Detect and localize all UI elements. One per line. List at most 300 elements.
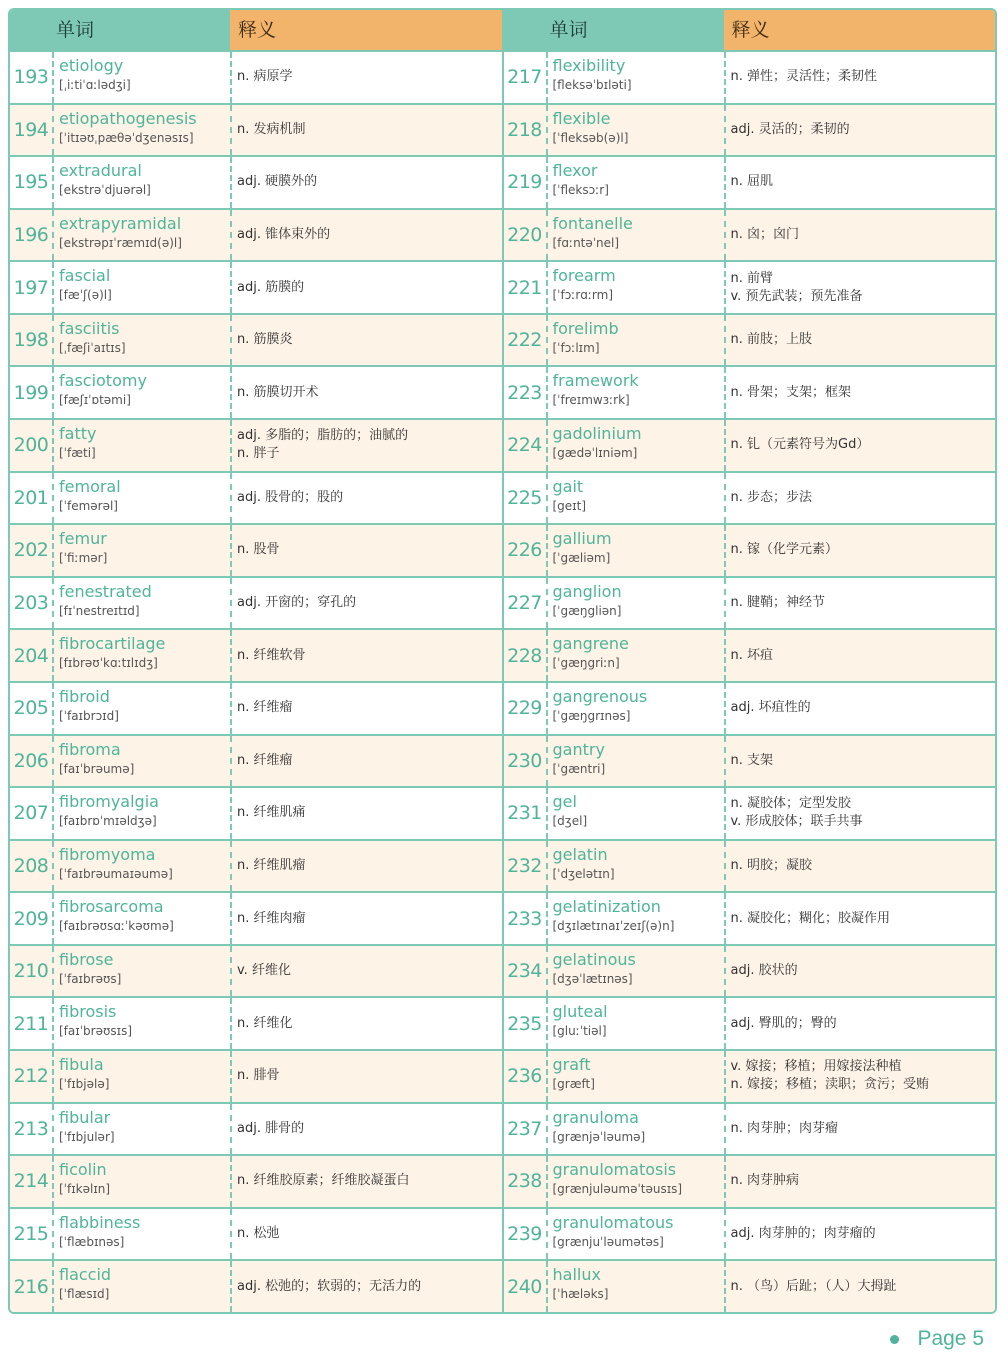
- table-row: [10, 996, 502, 1049]
- row-number: 197: [13, 276, 49, 299]
- word-text: gait: [552, 476, 584, 496]
- word-cell: [52, 525, 230, 576]
- table-row: [504, 313, 996, 366]
- word-cell: [546, 262, 724, 313]
- word-cell: [546, 893, 724, 944]
- definition-cell: [724, 1051, 996, 1102]
- right-column: [502, 10, 996, 1312]
- word-cell: [52, 630, 230, 681]
- word-cell: [546, 998, 724, 1049]
- word-text: fontanelle: [552, 213, 633, 233]
- table-row: [10, 891, 502, 944]
- word-text: fasciitis: [59, 318, 120, 338]
- definition-cell: [230, 1156, 502, 1207]
- definition-line: n. 纤维肌瘤: [237, 857, 306, 873]
- definition-cell: [230, 946, 502, 997]
- definition-line: adj. 坏疽性的: [730, 700, 811, 716]
- phonetic-text: [gædəˈlɪniəm]: [552, 446, 638, 461]
- word-text: fibromyalgia: [59, 792, 159, 812]
- table-row: [504, 786, 996, 839]
- phonetic-text: [ˈfleksəb(ə)l]: [552, 130, 629, 145]
- header-word: 单词: [504, 10, 724, 50]
- word-text: granuloma: [552, 1107, 639, 1127]
- definition-line: n. 嫁接；移植；渎职；贪污；受贿: [730, 1077, 930, 1093]
- table-row: [504, 418, 996, 471]
- definition-cell: [230, 1104, 502, 1155]
- table-row: [504, 944, 996, 997]
- phonetic-text: [fæʃɪˈɒtəmi]: [59, 393, 131, 408]
- word-cell: [52, 1104, 230, 1155]
- row-number: 196: [13, 224, 49, 247]
- definition-line: n. 肉芽肿病: [730, 1173, 800, 1189]
- row-number: 235: [507, 1012, 542, 1035]
- definition-cell: [230, 315, 502, 366]
- definition-cell: [230, 262, 502, 313]
- definition-line: adj. 硬膜外的: [237, 174, 318, 190]
- definition-line: v. 形成胶体；联手共事: [730, 814, 863, 830]
- phonetic-text: [fɪˈnestreɪtɪd]: [59, 603, 140, 618]
- row-number: 238: [507, 1170, 542, 1193]
- definition-cell: [230, 683, 502, 734]
- definition-line: v. 预先武装；预先准备: [730, 288, 863, 304]
- word-cell: [52, 893, 230, 944]
- table-row: [10, 103, 502, 156]
- definition-line: n. 筋膜炎: [237, 332, 293, 348]
- word-text: granulomatosis: [552, 1160, 677, 1180]
- word-cell: [546, 52, 724, 103]
- phonetic-text: [ˈfiːmər]: [59, 551, 108, 566]
- phonetic-text: [gluːˈtiəl]: [552, 1024, 607, 1039]
- word-text: gelatin: [552, 844, 608, 864]
- phonetic-text: [ekstrəpɪˈræmɪd(ə)l]: [59, 235, 182, 250]
- table-row: [504, 1154, 996, 1207]
- word-cell: [52, 262, 230, 313]
- left-rows: [10, 50, 502, 1312]
- table-row: [10, 1049, 502, 1102]
- row-number: 240: [507, 1275, 542, 1298]
- word-text: fibrose: [59, 949, 114, 969]
- definition-line: n. 纤维肌痛: [237, 805, 306, 821]
- definition-line: adj. 开窗的；穿孔的: [237, 595, 357, 611]
- page-number: Page 5: [917, 1327, 984, 1350]
- table-header: [504, 10, 996, 50]
- definition-line: n. 病原学: [237, 69, 293, 85]
- row-number: 226: [507, 539, 542, 562]
- definition-cell: [230, 210, 502, 261]
- definition-line: n. 囟；囟门: [730, 227, 800, 243]
- table-row: [10, 523, 502, 576]
- bullet-dot-icon: [890, 1335, 899, 1344]
- row-number: 229: [507, 697, 542, 720]
- definition-cell: [724, 420, 996, 471]
- table-row: [10, 681, 502, 734]
- word-text: flabbiness: [59, 1212, 141, 1232]
- phonetic-text: [ˈfæti]: [59, 446, 96, 461]
- phonetic-text: [dʒel]: [552, 814, 588, 829]
- row-number: 198: [13, 329, 49, 352]
- row-number: 208: [13, 854, 49, 877]
- definition-line: n. 支架: [730, 752, 774, 768]
- row-number: 215: [13, 1223, 49, 1245]
- word-text: fibromyoma: [59, 844, 156, 864]
- definition-cell: [724, 946, 996, 997]
- word-text: fenestrated: [59, 581, 152, 601]
- phonetic-text: [græft]: [552, 1076, 595, 1091]
- definition-line: n. 前肢；上肢: [730, 332, 813, 348]
- row-number: 213: [13, 1117, 49, 1140]
- word-text: graft: [552, 1054, 591, 1074]
- definition-line: n. 弹性；灵活性；柔韧性: [730, 69, 878, 85]
- row-number: 222: [507, 329, 542, 352]
- word-cell: [52, 1156, 230, 1207]
- word-text: forearm: [552, 266, 616, 286]
- definition-line: n. 明胶；凝胶: [730, 857, 813, 873]
- word-cell: [52, 1209, 230, 1260]
- definition-line: adj. 灵活的；柔韧的: [730, 121, 850, 137]
- table-row: [504, 734, 996, 787]
- row-number: 236: [507, 1065, 542, 1088]
- definition-cell: [724, 683, 996, 734]
- row-number: 211: [13, 1012, 49, 1035]
- definition-cell: [724, 630, 996, 681]
- definition-cell: [724, 841, 996, 892]
- definition-cell: [724, 1104, 996, 1155]
- row-number: 194: [13, 118, 49, 141]
- word-cell: [52, 157, 230, 208]
- definition-cell: [230, 998, 502, 1049]
- phonetic-text: [ˈitɪəʊˌpæθəˈdʒenəsɪs]: [59, 130, 194, 145]
- phonetic-text: [ˈfɪbjələ]: [59, 1076, 110, 1091]
- word-text: gantry: [552, 739, 605, 759]
- definition-cell: [724, 315, 996, 366]
- definition-line: adj. 锥体束外的: [237, 227, 331, 243]
- table-row: [504, 1207, 996, 1260]
- word-text: fibula: [59, 1054, 104, 1074]
- definition-cell: [724, 788, 996, 839]
- table-row: [10, 418, 502, 471]
- table-row: [504, 365, 996, 418]
- definition-cell: [230, 1051, 502, 1102]
- word-text: forelimb: [552, 318, 619, 338]
- word-cell: [52, 367, 230, 418]
- word-cell: [52, 52, 230, 103]
- definition-line: adj. 臀肌的；臀的: [730, 1015, 837, 1031]
- row-number: 224: [507, 434, 542, 457]
- definition-line: n. 坏疽: [730, 647, 774, 663]
- definition-cell: [724, 210, 996, 261]
- definition-line: n. 步态；步法: [730, 489, 813, 505]
- phonetic-text: [grænjuləuməˈtəusɪs]: [552, 1182, 683, 1197]
- word-text: gelatinization: [552, 897, 661, 917]
- phonetic-text: [ˈgæŋgriːn]: [552, 656, 620, 671]
- definition-cell: [230, 841, 502, 892]
- phonetic-text: [ˈfreɪmwɜːrk]: [552, 393, 630, 408]
- phonetic-text: [ˌiːtiˈɑːlədʒi]: [59, 78, 131, 92]
- definition-cell: [230, 1209, 502, 1260]
- table-row: [504, 155, 996, 208]
- definition-cell: [230, 736, 502, 787]
- table-row: [504, 208, 996, 261]
- row-number: 201: [13, 486, 49, 509]
- definition-line: v. 纤维化: [237, 963, 291, 979]
- definition-cell: [230, 105, 502, 156]
- table-row: [10, 734, 502, 787]
- word-text: flexible: [552, 108, 611, 128]
- table-row: [504, 576, 996, 629]
- table-row: [10, 628, 502, 681]
- definition-line: n. 纤维软骨: [237, 647, 306, 663]
- definition-cell: [724, 52, 996, 103]
- definition-cell: [724, 525, 996, 576]
- table-row: [504, 1049, 996, 1102]
- word-cell: [546, 473, 724, 524]
- definition-line: adj. 胶状的: [730, 963, 798, 979]
- definition-line: adj. 肉芽肿的；肉芽瘤的: [730, 1226, 876, 1241]
- table-row: [10, 260, 502, 313]
- word-cell: [52, 578, 230, 629]
- definition-cell: [724, 1156, 996, 1207]
- word-text: hallux: [552, 1265, 601, 1285]
- definition-cell: [230, 52, 502, 103]
- phonetic-text: [fæˈʃ(ə)l]: [59, 288, 112, 303]
- definition-line: n. 胖子: [237, 446, 280, 462]
- row-number: 202: [13, 539, 49, 562]
- word-text: gel: [552, 792, 577, 812]
- word-cell: [546, 105, 724, 156]
- word-text: fibrosarcoma: [59, 897, 164, 917]
- row-number: 204: [13, 644, 49, 667]
- definition-line: n. 凝胶化；糊化；胶凝作用: [730, 910, 891, 926]
- row-number: 225: [507, 486, 542, 509]
- word-cell: [52, 946, 230, 997]
- definition-line: adj. 多脂的；脂肪的；油腻的: [237, 428, 409, 444]
- word-text: flexibility: [552, 56, 626, 75]
- word-text: ganglion: [552, 581, 622, 601]
- word-cell: [546, 157, 724, 208]
- definition-line: adj. 筋膜的: [237, 279, 305, 295]
- phonetic-text: [dʒəˈlætɪnəs]: [552, 971, 633, 986]
- header-definition: 释义: [230, 10, 502, 50]
- phonetic-text: [ˈgæliəm]: [552, 551, 611, 566]
- table-row: [10, 839, 502, 892]
- phonetic-text: [ˈfemərəl]: [59, 498, 118, 513]
- word-cell: [52, 1261, 230, 1312]
- word-text: flexor: [552, 161, 598, 181]
- definition-line: adj. 股骨的；股的: [237, 489, 344, 505]
- table-row: [504, 891, 996, 944]
- definition-line: n. 前臂: [730, 270, 774, 286]
- table-row: [10, 155, 502, 208]
- table-row: [504, 681, 996, 734]
- word-text: femur: [59, 529, 107, 549]
- phonetic-text: [ˈgæntri]: [552, 761, 606, 776]
- word-cell: [52, 420, 230, 471]
- table-row: [10, 365, 502, 418]
- table-row: [504, 50, 996, 103]
- table-row: [10, 50, 502, 103]
- word-cell: [546, 841, 724, 892]
- definition-cell: [230, 578, 502, 629]
- definition-line: n. 纤维肉瘤: [237, 910, 306, 926]
- word-text: fibroma: [59, 739, 121, 759]
- definition-line: v. 嫁接；移植；用嫁接法种植: [730, 1059, 902, 1075]
- phonetic-text: [ˈgæŋgrɪnəs]: [552, 708, 631, 723]
- word-text: fibular: [59, 1107, 111, 1127]
- definition-cell: [724, 998, 996, 1049]
- row-number: 203: [13, 592, 49, 615]
- table-row: [504, 1259, 996, 1312]
- word-cell: [546, 1156, 724, 1207]
- word-cell: [52, 788, 230, 839]
- table-row: [10, 313, 502, 366]
- table-row: [504, 260, 996, 313]
- row-number: 212: [13, 1065, 49, 1088]
- definition-line: n. 松弛: [237, 1226, 280, 1241]
- definition-line: n. 镓（化学元素）: [730, 542, 839, 558]
- phonetic-text: [ˈfleksɔːr]: [552, 183, 609, 198]
- word-text: gallium: [552, 529, 612, 549]
- phonetic-text: [ˈhæləks]: [552, 1287, 609, 1302]
- word-cell: [52, 315, 230, 366]
- definition-line: n. 屈肌: [730, 174, 774, 190]
- table-row: [504, 628, 996, 681]
- word-cell: [546, 315, 724, 366]
- definition-line: n. 骨架；支架；框架: [730, 384, 852, 400]
- phonetic-text: [ˈfɪbjulər]: [59, 1129, 115, 1144]
- word-text: fasciotomy: [59, 371, 147, 391]
- phonetic-text: [ˈgæŋgliən]: [552, 603, 622, 618]
- definition-cell: [230, 473, 502, 524]
- phonetic-text: [grænjəˈləumə]: [552, 1129, 646, 1144]
- word-cell: [52, 998, 230, 1049]
- phonetic-text: [ˈfɔːrɑːrm]: [552, 288, 614, 303]
- phonetic-text: [ˌfæʃiˈaɪtɪs]: [59, 340, 126, 355]
- header-word: 单词: [10, 10, 230, 50]
- word-cell: [546, 1104, 724, 1155]
- table-row: [504, 996, 996, 1049]
- word-text: femoral: [59, 476, 121, 496]
- right-rows: [504, 50, 996, 1312]
- table-row: [504, 1102, 996, 1155]
- definition-cell: [230, 630, 502, 681]
- table-row: [10, 1154, 502, 1207]
- table-row: [10, 1207, 502, 1260]
- row-number: 206: [13, 749, 49, 772]
- definition-line: n. 肉芽肿；肉芽瘤: [730, 1120, 839, 1136]
- phonetic-text: [ˈfaɪbrɔɪd]: [59, 708, 119, 723]
- row-number: 227: [507, 592, 542, 615]
- word-text: gangrenous: [552, 686, 648, 706]
- definition-cell: [724, 1209, 996, 1260]
- phonetic-text: [ˈfɔːlɪm]: [552, 340, 600, 355]
- left-column: [10, 10, 502, 1312]
- row-number: 209: [13, 907, 49, 930]
- word-cell: [52, 841, 230, 892]
- word-text: fascial: [59, 266, 111, 286]
- definition-cell: [724, 105, 996, 156]
- definition-line: n. （鸟）后趾；（人）大拇趾: [730, 1278, 897, 1294]
- definition-line: n. 筋膜切开术: [237, 384, 319, 400]
- definition-line: adj. 松弛的；软弱的；无活力的: [237, 1278, 422, 1294]
- word-cell: [52, 210, 230, 261]
- phonetic-text: [ˈfaɪbrəumaɪəumə]: [59, 866, 173, 881]
- word-cell: [546, 946, 724, 997]
- row-number: 223: [507, 381, 542, 404]
- phonetic-text: [fleksəˈbɪləti]: [552, 78, 632, 92]
- definition-cell: [724, 473, 996, 524]
- row-number: 221: [507, 276, 542, 299]
- definition-line: n. 钆（元素符号为Gd）: [730, 437, 870, 453]
- table-row: [504, 523, 996, 576]
- phonetic-text: [ˈflæbɪnəs]: [59, 1234, 125, 1249]
- definition-line: adj. 腓骨的: [237, 1120, 305, 1136]
- row-number: 234: [507, 960, 542, 983]
- row-number: 231: [507, 802, 542, 825]
- word-text: framework: [552, 371, 639, 391]
- row-number: 200: [13, 434, 49, 457]
- phonetic-text: [fɪbrəʊˈkɑːtɪlɪdʒ]: [59, 656, 158, 671]
- table-row: [504, 839, 996, 892]
- table-row: [10, 208, 502, 261]
- row-number: 220: [507, 224, 542, 247]
- table-row: [10, 1102, 502, 1155]
- definition-cell: [724, 893, 996, 944]
- word-cell: [52, 1051, 230, 1102]
- word-cell: [546, 367, 724, 418]
- definition-cell: [724, 367, 996, 418]
- phonetic-text: [geɪt]: [552, 498, 587, 513]
- row-number: 230: [507, 749, 542, 772]
- phonetic-text: [ˈfɪkəlɪn]: [59, 1182, 111, 1197]
- row-number: 219: [507, 171, 542, 194]
- word-text: fibrocartilage: [59, 634, 166, 654]
- definition-line: n. 股骨: [237, 542, 280, 558]
- table-row: [10, 576, 502, 629]
- table-row: [504, 471, 996, 524]
- word-text: fibroid: [59, 686, 110, 706]
- row-number: 237: [507, 1117, 542, 1140]
- definition-cell: [724, 1261, 996, 1312]
- word-text: ficolin: [59, 1160, 107, 1180]
- phonetic-text: [ˈflæsɪd]: [59, 1287, 110, 1302]
- row-number: 205: [13, 697, 49, 720]
- word-text: granulomatous: [552, 1212, 674, 1232]
- table-header: [10, 10, 502, 50]
- phonetic-text: [ˈfaɪbrəʊs]: [59, 971, 122, 986]
- word-cell: [546, 736, 724, 787]
- definition-line: n. 纤维瘤: [237, 752, 293, 768]
- word-cell: [546, 1261, 724, 1312]
- row-number: 239: [507, 1223, 542, 1245]
- phonetic-text: [faɪbrɒˈmɪəldʒə]: [59, 814, 157, 829]
- word-text: gadolinium: [552, 424, 642, 444]
- word-text: gluteal: [552, 1002, 608, 1022]
- definition-cell: [230, 420, 502, 471]
- phonetic-text: [dʒɪlætɪnaɪˈzeɪʃ(ə)n]: [552, 919, 675, 934]
- row-number: 195: [13, 171, 49, 194]
- row-number: 218: [507, 118, 542, 141]
- phonetic-text: [ˈdʒelətɪn]: [552, 866, 615, 881]
- table-row: [504, 103, 996, 156]
- word-cell: [546, 210, 724, 261]
- phonetic-text: [fɑːntəˈnel]: [552, 235, 620, 250]
- phonetic-text: [ekstrəˈdjuərəl]: [59, 183, 151, 198]
- word-cell: [546, 683, 724, 734]
- word-text: fatty: [59, 424, 97, 444]
- word-cell: [546, 578, 724, 629]
- row-number: 210: [13, 960, 49, 983]
- table-row: [10, 1259, 502, 1312]
